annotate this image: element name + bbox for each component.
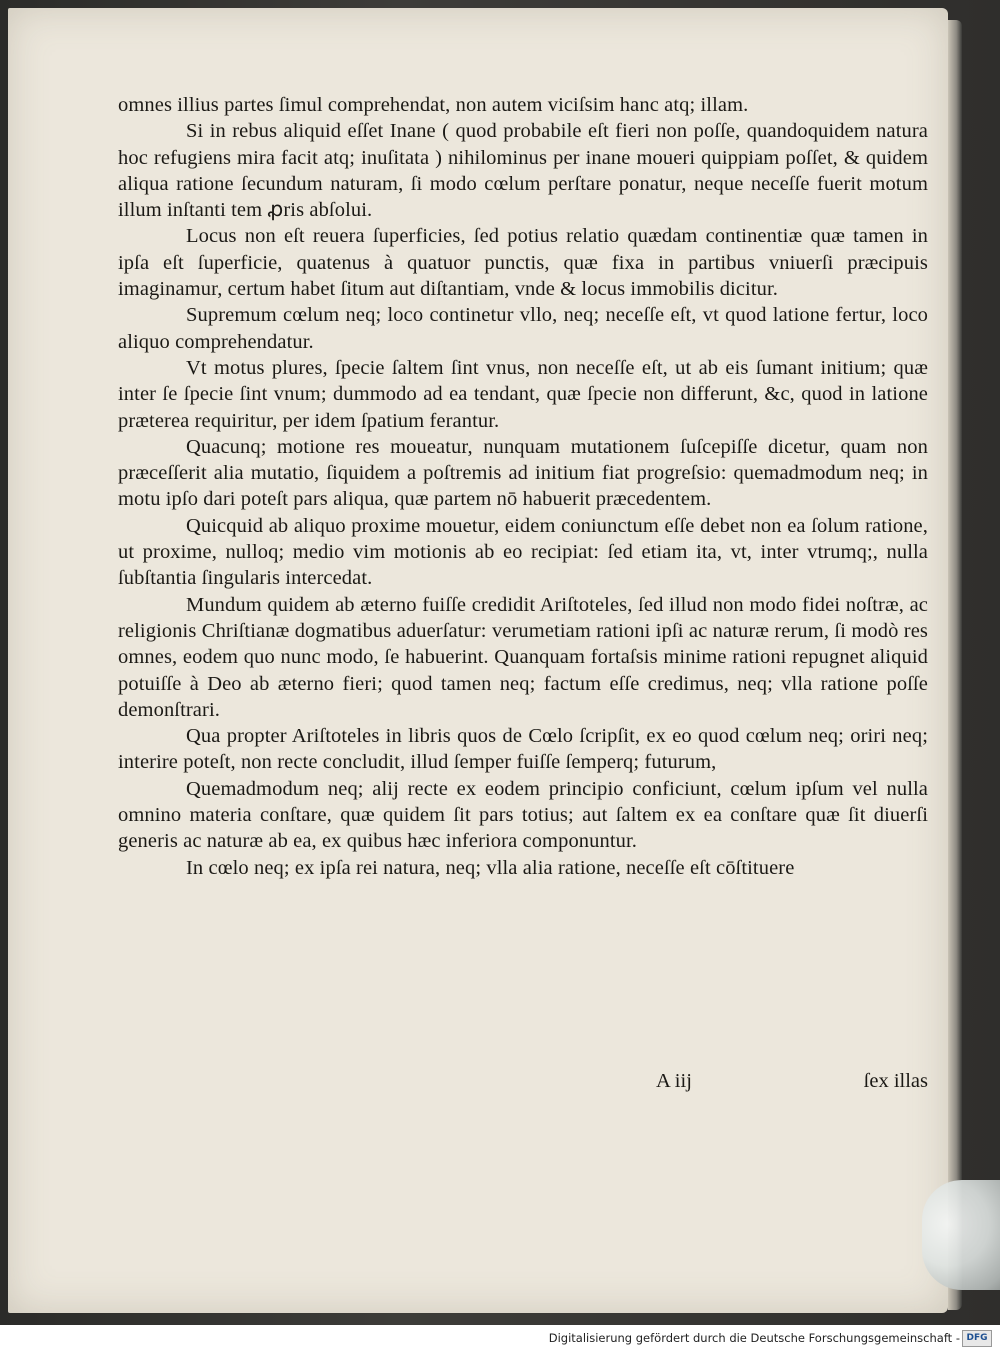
- catchword: ſex illas: [863, 1070, 928, 1092]
- catch-line: [118, 1070, 928, 1098]
- footer-bar: [0, 1325, 1000, 1351]
- paragraph-9: Qua propter Ariſtoteles in libris quos de Cœlo ſcripſit, ex eo quod cœlum neq; oriri neq; interire poteſt, non recte concludit, illud ſemper fuiſſe ſemperq; futurum,: [118, 725, 928, 774]
- paragraph-4: Supremum cœlum neq; loco continetur vllo, neq; neceſſe eſt, vt quod latione fertur, loco aliquo comprehendatur.: [118, 304, 928, 353]
- paragraph-7: Quicquid ab aliquo proxime mouetur, eidem coniunctum eſſe debet non ea ſolum ratione, ut proxime, nulloq; medio vim motionis ab eo recipiat: ſed etiam ita, vt, inter vtrumq;, nulla ſubſtantia ſingularis intercedat.: [118, 514, 928, 590]
- dfg-logo-icon: DFG: [962, 1330, 992, 1347]
- paragraph-6: Quacunq; motione res moueatur, nunquam mutationem ſuſcepiſſe dicetur, quam non præceſſerit alia mutatio, ſiquidem a poſtremis ad initium fiat progreſsio: quemadmodum neq; in motu ipſo dari poteſt pars aliqua, quæ partem nō habuerit præcedentem.: [118, 435, 928, 511]
- paragraph-3: Locus non eſt reuera ſuperficies, ſed potius relatio quædam continentiæ quæ tamen in ipſa eſt ſuperficie, quatenus à quatuor punctis, quæ fixa in partibus vniuerſi præcipuis imaginamur, certum habet ſitum aut diſtantiam, vnde & locus immobilis dicitur.: [118, 225, 928, 301]
- paragraph-11: In cœlo neq; ex ipſa rei natura, neq; vlla alia ratione, neceſſe eſt cōſtituere: [186, 856, 795, 879]
- page-edge: [948, 20, 962, 1310]
- paragraph-1: omnes illius partes ſimul comprehendat, non autem viciſsim hanc atq; illam.: [118, 94, 749, 116]
- scanner-thumb: [922, 1180, 1000, 1290]
- footer-credit: Digitalisierung gefördert durch die Deutsche Forschungsgemeinschaft -: [548, 1331, 960, 1345]
- paragraph-5: Vt motus plures, ſpecie ſaltem ſint vnus, non neceſſe eſt, ut ab eis ſumant initium; quæ inter ſe ſpecie ſint vnum; dummodo ad ea tendant, quæ ſpecie non differunt, &c, quod in latione præterea requiritur, per idem ſpatium ferantur.: [118, 356, 928, 432]
- body-text: [118, 92, 928, 881]
- paragraph-2: Si in rebus aliquid eſſet Inane ( quod probabile eſt fieri non poſſe, quandoquidem natura hoc refugiens mira facit atq; inuſitata ) nihilominus per inane moueri quippiam poſſet, & quidem aliqua ratione ſecundum naturam, ſi modo cœlum perſtare ponatur, neque neceſſe fuerit motum illum inſtanti tem ꝓris abſolui.: [118, 120, 928, 222]
- signature-mark: A iij: [656, 1070, 692, 1092]
- paragraph-10: Quemadmodum neq; alij recte ex eodem principio conficiunt, cœlum ipſum vel nulla omnino materia conſtare, quæ quidem ſit pars totius; aut ſaltem ex ea conſtare quæ ſit diuerſi generis ac naturæ ab ea, ex quibus hæc inferiora componuntur.: [118, 777, 928, 853]
- paragraph-8: Mundum quidem ab æterno fuiſſe credidit Ariſtoteles, ſed illud non modo fidei noſtræ, ac religionis Chriſtianæ dogmatibus aduerſatur: verumetiam rationi ipſi ac naturæ rerum, ſi modò res omnes, eodem quo nunc modo, ſe habuerint. Quanquam fortaſsis minime rationi repugnet aliquid potuiſſe à Deo ab æterno fieri; quod tamen neq; factum eſſe credimus, neq; vlla ratione poſſe demonſtrari.: [118, 593, 928, 721]
